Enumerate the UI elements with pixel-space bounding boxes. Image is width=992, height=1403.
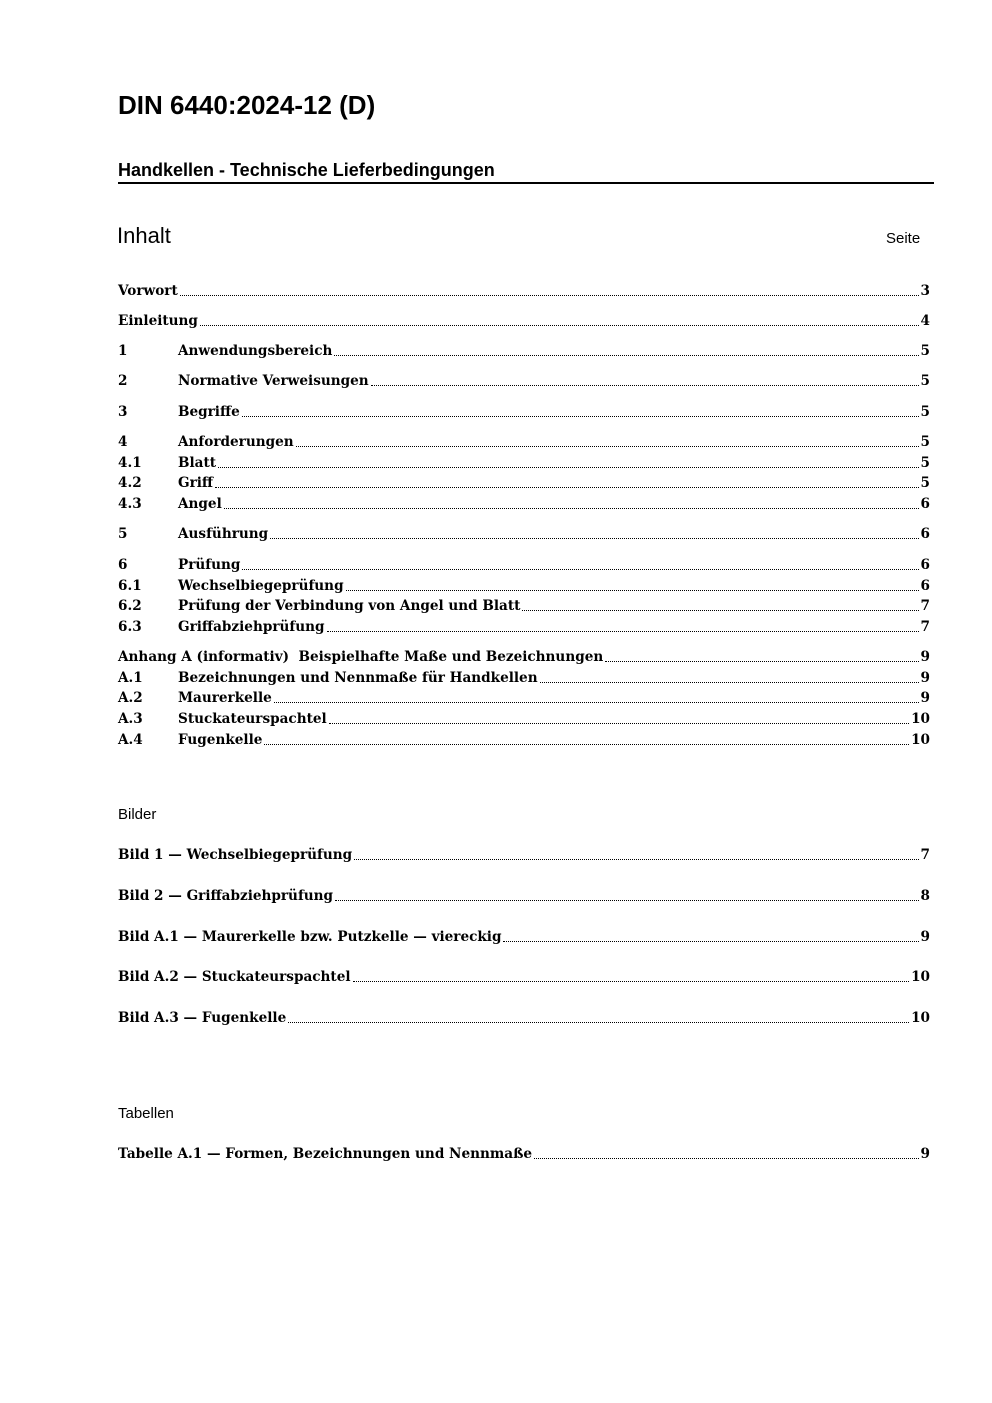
dot-leader	[522, 610, 918, 611]
toc-title: Griff	[178, 475, 214, 491]
toc-page: 6	[920, 496, 930, 512]
toc-page: 7	[920, 598, 930, 614]
dot-leader	[605, 661, 918, 662]
dot-leader	[270, 538, 918, 539]
toc-entry-4-1[interactable]	[118, 451, 930, 472]
toc-page: 6	[920, 526, 930, 542]
toc-entry-a-3[interactable]	[118, 707, 930, 728]
toc-page: 4	[920, 313, 930, 329]
dot-leader	[264, 744, 909, 745]
figure-title: Bild A.1 — Maurerkelle bzw. Putzkelle — viereckig	[118, 929, 502, 945]
toc-entry-1[interactable]	[118, 339, 930, 360]
title-rule	[118, 182, 934, 184]
contents-heading: Inhalt	[117, 223, 171, 248]
document-id: DIN 6440:2024-12 (D)	[118, 90, 376, 120]
figure-title: Bild A.2 — Stuckateurspachtel	[118, 969, 351, 985]
toc-title: Stuckateurspachtel	[178, 711, 327, 727]
toc-number: A.1	[118, 670, 143, 686]
toc-entry-a-4[interactable]	[118, 728, 930, 749]
toc-title: Blatt	[178, 455, 217, 471]
toc-page: 5	[920, 434, 930, 450]
toc-page: 5	[920, 343, 930, 359]
toc-number: 6.2	[118, 598, 142, 614]
figure-page: 8	[920, 888, 930, 904]
toc-number: 4	[118, 434, 128, 450]
toc-title: Maurerkelle	[178, 690, 272, 706]
toc-page: 10	[911, 732, 930, 748]
dot-leader	[215, 487, 918, 488]
figure-entry-2[interactable]	[118, 884, 930, 905]
toc-title: Bezeichnungen und Nennmaße für Handkellen	[178, 670, 538, 686]
dot-leader	[329, 723, 909, 724]
dot-leader	[224, 508, 919, 509]
table-entry-a-1[interactable]	[118, 1142, 930, 1163]
toc-page: 7	[920, 619, 930, 635]
toc-title: Prüfung der Verbindung von Angel und Blatt	[178, 598, 521, 614]
toc-number: 3	[118, 404, 128, 420]
toc-entry-6-2[interactable]	[118, 594, 930, 615]
toc-number: 6.1	[118, 578, 142, 594]
dot-leader	[334, 355, 918, 356]
toc-entry-6[interactable]	[118, 553, 930, 574]
toc-entry-4-2[interactable]	[118, 471, 930, 492]
toc-page: 10	[911, 711, 930, 727]
dot-leader	[353, 981, 910, 982]
toc-entry-4[interactable]	[118, 430, 930, 451]
toc-entry-a-1[interactable]	[118, 666, 930, 687]
dot-leader	[296, 446, 919, 447]
toc-entry-5[interactable]	[118, 522, 930, 543]
toc-entry-3[interactable]	[118, 400, 930, 421]
table-title: Tabelle A.1 — Formen, Bezeichnungen und Nennmaße	[118, 1146, 533, 1162]
dot-leader	[327, 631, 919, 632]
toc-number: 2	[118, 373, 128, 389]
toc-page: 6	[920, 578, 930, 594]
toc-number: 6.3	[118, 619, 142, 635]
dot-leader	[540, 682, 919, 683]
figures-heading: Bilder	[118, 806, 157, 823]
figure-title: Bild A.3 — Fugenkelle	[118, 1010, 287, 1026]
dot-leader	[503, 941, 918, 942]
page-column-label: Seite	[886, 230, 921, 247]
toc-title: Vorwort	[118, 283, 178, 299]
dot-leader	[354, 859, 918, 860]
dot-leader	[218, 467, 919, 468]
toc-entry-anhang-a[interactable]	[118, 645, 930, 666]
dot-leader	[346, 590, 919, 591]
toc-title: Begriffe	[178, 404, 240, 420]
toc-page: 6	[920, 557, 930, 573]
toc-title: Fugenkelle	[178, 732, 263, 748]
figure-page: 7	[920, 847, 930, 863]
toc-page: 3	[920, 283, 930, 299]
dot-leader	[371, 385, 919, 386]
toc-entry-einleitung[interactable]	[118, 309, 930, 330]
toc-page: 9	[920, 670, 930, 686]
toc-title: Wechselbiegeprüfung	[178, 578, 344, 594]
toc-title: Griffabziehprüfung	[178, 619, 325, 635]
toc-title: Einleitung	[118, 313, 198, 329]
toc-page: 5	[920, 373, 930, 389]
figure-entry-a-1[interactable]	[118, 925, 930, 946]
toc-page: 5	[920, 404, 930, 420]
dot-leader	[274, 702, 919, 703]
figure-page: 9	[920, 929, 930, 945]
toc-entry-6-3[interactable]	[118, 615, 930, 636]
toc-title: Anforderungen	[178, 434, 294, 450]
toc-entry-2[interactable]	[118, 369, 930, 390]
toc-page: 9	[920, 649, 930, 665]
figure-title: Bild 1 — Wechselbiegeprüfung	[118, 847, 353, 863]
toc-page: 5	[920, 455, 930, 471]
toc-title: Ausführung	[178, 526, 269, 542]
toc-number: 4.3	[118, 496, 142, 512]
toc-number: 1	[118, 343, 128, 359]
figure-page: 10	[911, 1010, 930, 1026]
dot-leader	[200, 325, 919, 326]
tables-heading: Tabellen	[118, 1105, 174, 1122]
toc-number: A.2	[118, 690, 143, 706]
toc-title: Angel	[178, 496, 222, 512]
figure-page: 10	[911, 969, 930, 985]
figure-entry-a-2[interactable]	[118, 965, 930, 986]
figure-title: Bild 2 — Griffabziehprüfung	[118, 888, 334, 904]
toc-title: Anhang A (informativ) Beispielhafte Maße und Bezeichnungen	[118, 649, 604, 665]
dot-leader	[180, 295, 919, 296]
toc-title: Prüfung	[178, 557, 241, 573]
table-page: 9	[920, 1146, 930, 1162]
toc-title: Normative Verweisungen	[178, 373, 369, 389]
dot-leader	[288, 1022, 909, 1023]
toc-number: 6	[118, 557, 128, 573]
figure-entry-1[interactable]	[118, 843, 930, 864]
toc-title: Anwendungsbereich	[178, 343, 333, 359]
toc-entry-6-1[interactable]	[118, 574, 930, 595]
dot-leader	[242, 569, 918, 570]
toc-number: 4.1	[118, 455, 142, 471]
toc-number: 4.2	[118, 475, 142, 491]
toc-number: A.3	[118, 711, 143, 727]
document-subtitle: Handkellen - Technische Lieferbedingungen	[118, 160, 495, 180]
toc-page: 5	[920, 475, 930, 491]
dot-leader	[534, 1158, 918, 1159]
dot-leader	[335, 900, 918, 901]
toc-number: 5	[118, 526, 128, 542]
dot-leader	[242, 416, 919, 417]
toc-entry-4-3[interactable]	[118, 492, 930, 513]
figure-entry-a-3[interactable]	[118, 1006, 930, 1027]
toc-entry-vorwort[interactable]	[118, 279, 930, 300]
toc-page: 9	[920, 690, 930, 706]
toc-number: A.4	[118, 732, 143, 748]
toc-entry-a-2[interactable]	[118, 686, 930, 707]
